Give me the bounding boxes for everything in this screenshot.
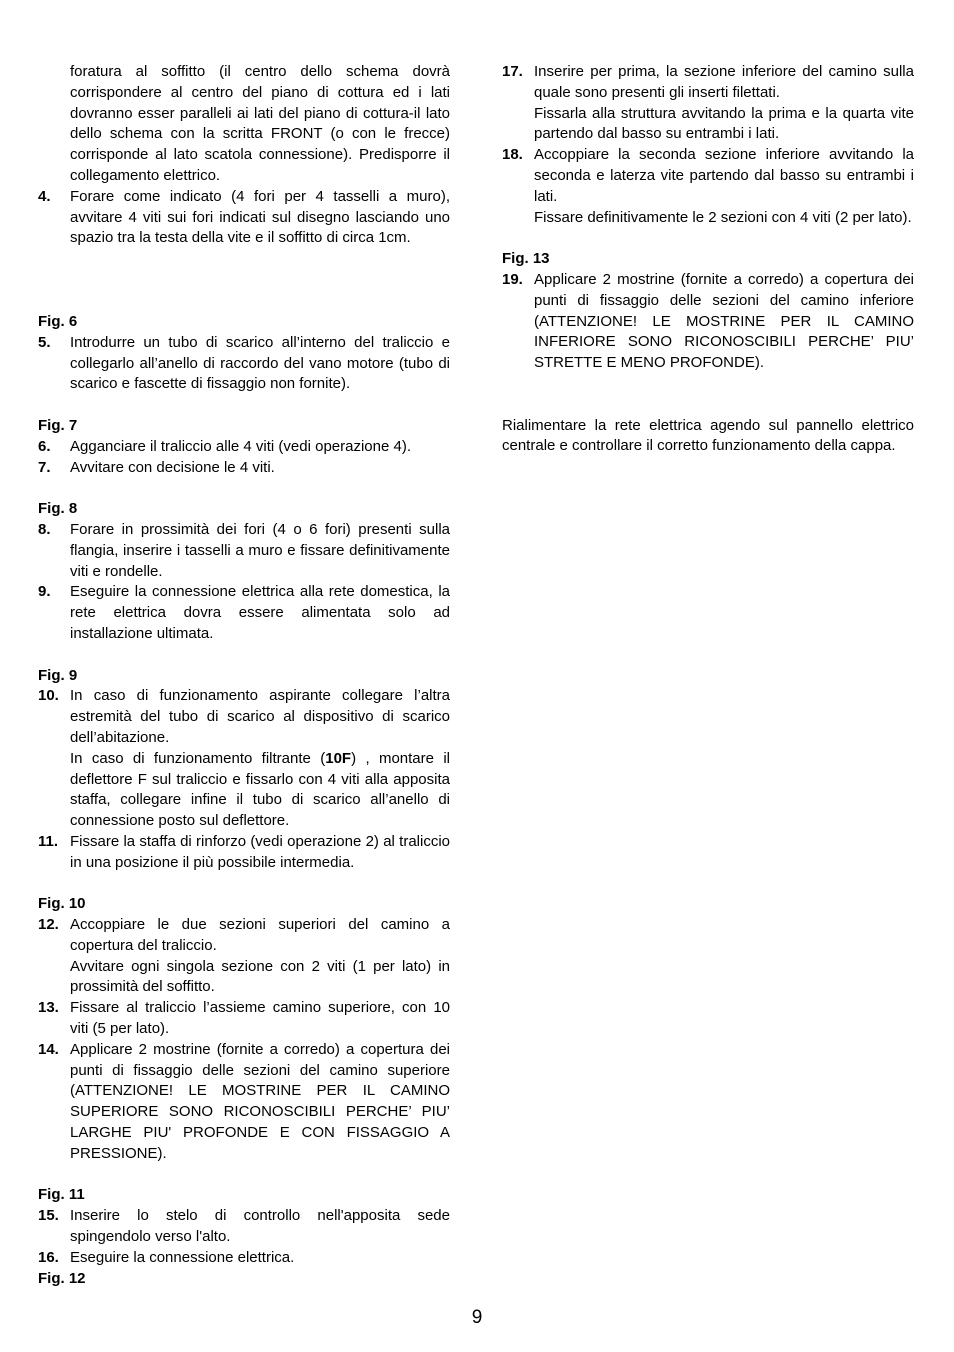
fig-12-label: Fig. 12	[38, 1269, 86, 1287]
fig-13-label: Fig. 13	[502, 250, 550, 268]
final-paragraph: Rialimentare la rete elettrica agendo sul pannello elettrico centrale e controllare il corretto funzionamento della cappa.	[502, 416, 914, 455]
step-text: Applicare 2 mostrine (fornite a corredo) a copertura dei punti di fissaggio delle sezioni del camino inferiore (ATTENZIONE! LE MOSTRINE PER IL CAMINO INFERIORE SONO RICONOSCIBILI PERCHE’ PIU’ STRETTE E MENO PROFONDE).	[534, 270, 914, 372]
left-column	[38, 62, 450, 1289]
step-text: Eseguire la connessione elettrica.	[70, 1248, 295, 1266]
step-9	[38, 582, 450, 644]
step-text: Eseguire la connessione elettrica alla rete domestica, la rete elettrica dovra essere alimentata solo ad installazione ultimata.	[70, 583, 450, 642]
step-text: Fissare la staffa di rinforzo (vedi operazione 2) al traliccio in una posizione il più possibile intermedia.	[70, 832, 450, 871]
step-17	[502, 62, 914, 104]
fig-10-label: Fig. 10	[38, 895, 86, 913]
step-number: 19.	[502, 270, 523, 288]
step-18-note: Fissare definitivamente le 2 sezioni con 4 viti (2 per lato).	[534, 208, 912, 226]
step-text: Forare come indicato (4 fori per 4 tasselli a muro), avvitare 4 viti sui fori indicati sul disegno lasciando uno spazio tra la testa della vite e il soffitto di circa 1cm.	[70, 187, 450, 247]
right-column	[502, 62, 914, 457]
step-number: 5.	[38, 333, 51, 351]
step-4	[38, 187, 450, 249]
step-10-filter-note	[38, 749, 450, 832]
step-12-note: Avvitare ogni singola sezione con 2 viti (1 per lato) in prossimità del soffitto.	[70, 957, 450, 996]
step-text: Introdurre un tubo di scarico all’interno del traliccio e collegarlo all’anello di raccordo del vano motore (tubo di scarico e fascette di fissaggio non fornite).	[70, 333, 450, 393]
fig-11-label: Fig. 11	[38, 1186, 85, 1204]
step-text: Fissare al traliccio l’assieme camino superiore, con 10 viti (5 per lato).	[70, 999, 450, 1038]
fig-9-label: Fig. 9	[38, 666, 78, 684]
fig-7-label: Fig. 7	[38, 416, 78, 434]
step-text: Inserire per prima, la sezione inferiore del camino sulla quale sono presenti gli inserti filettati.	[534, 63, 914, 101]
step-text: Avvitare con decisione le 4 viti.	[70, 458, 275, 476]
step-text: Applicare 2 mostrine (fornite a corredo) a copertura dei punti di fissaggio delle sezioni del camino superiore (ATTENZIONE! LE MOSTRINE PER IL CAMINO SUPERIORE SONO RICONOSCIBILI PERCHE’ PIU’ LARGHE PIU' PROFONDE E CON FISSAGGIO A PRESSIONE).	[70, 1040, 450, 1162]
step-8	[38, 520, 450, 582]
step-18	[502, 145, 914, 207]
step-5	[38, 333, 450, 395]
filter-code: 10F	[325, 749, 352, 767]
step-text: Inserire lo stelo di controllo nell'apposita sede spingendolo verso l'alto.	[70, 1207, 450, 1246]
step-7	[38, 458, 450, 479]
step-text: Forare in prossimità dei fori (4 o 6 fori) presenti sulla flangia, inserire i tasselli a muro e fissare definitivamente viti e rondelle.	[70, 520, 450, 580]
step-text: Agganciare il traliccio alle 4 viti (vedi operazione 4).	[70, 437, 412, 455]
fig-6-label: Fig. 6	[38, 312, 78, 330]
step-number: 13.	[38, 999, 59, 1017]
filter-note-pre: In caso di funzionamento filtrante (	[70, 749, 326, 767]
step-14	[38, 1040, 450, 1165]
step-text: Accoppiare la seconda sezione inferiore avvitando la seconda e laterza vite partendo dal basso su entrambi i lati.	[534, 146, 914, 205]
step-10	[38, 686, 450, 748]
step-11	[38, 832, 450, 874]
step-16	[38, 1248, 450, 1269]
page-number: 9	[471, 1307, 483, 1328]
step-number: 11.	[38, 832, 59, 850]
step-number: 17.	[502, 63, 523, 80]
step-13	[38, 998, 450, 1040]
step-number: 16.	[38, 1248, 59, 1266]
step-17-note: Fissarla alla struttura avvitando la prima e la quarta vite partendo dal basso su entrambi i lati.	[534, 104, 914, 143]
step-12	[38, 915, 450, 957]
step-number: 14.	[38, 1040, 59, 1058]
step-number: 9.	[38, 583, 51, 601]
step-number: 18.	[502, 146, 523, 164]
step-number: 10.	[38, 687, 59, 705]
step-number: 8.	[38, 520, 51, 538]
step-number: 12.	[38, 916, 59, 934]
step-number: 15.	[38, 1207, 59, 1225]
step-15	[38, 1206, 450, 1248]
step-text: In caso di funzionamento aspirante collegare l’altra estremità del tubo di scarico al dispositivo di scarico dell’abitazione.	[70, 687, 450, 746]
step-number: 7.	[38, 458, 51, 476]
step-19	[502, 270, 914, 374]
filter-note-post: ) , montare il deflettore F sul traliccio e fissarlo con 4 viti alla apposita staffa, collegare infine il tubo di scarico all’anello di connessione posto sul deflettore.	[70, 749, 451, 830]
fig-8-label: Fig. 8	[38, 500, 78, 518]
continuation-paragraph: foratura al soffitto (il centro dello schema dovrà corrispondere al centro del piano di cottura ed i lati dovranno esser paralleli ai lati del piano di cottura-il lato dello schema con la scritta FRONT (o con le frecce) corrisponde al lato scatola connessione). Predisporre il collegamento elettrico.	[70, 63, 450, 184]
step-6	[38, 437, 450, 458]
step-number: 6.	[38, 437, 51, 455]
step-text: Accoppiare le due sezioni superiori del camino a copertura del traliccio.	[70, 916, 450, 954]
step-number: 4.	[38, 187, 51, 205]
